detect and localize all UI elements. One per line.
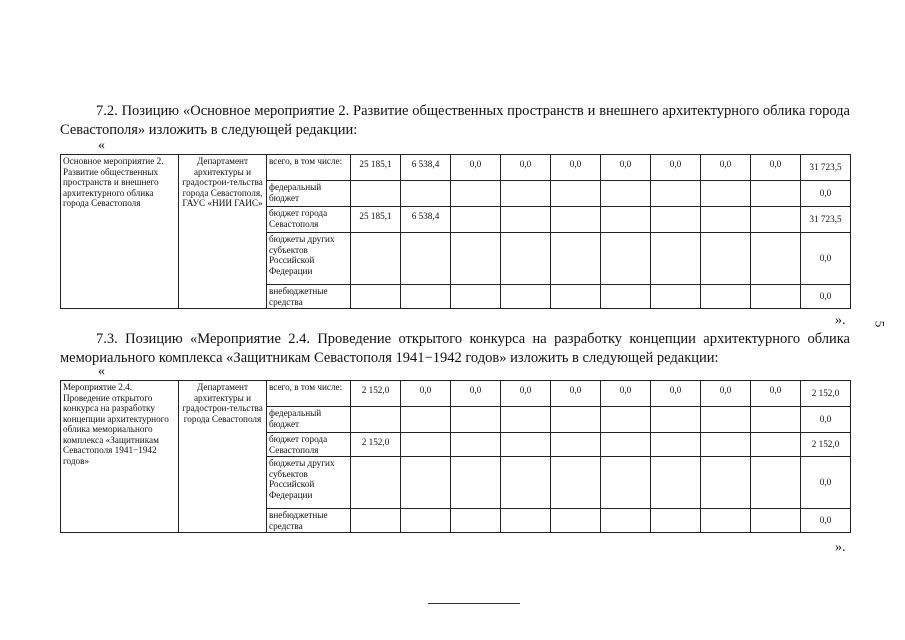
total-cell: 0,0 (801, 233, 851, 285)
amount-cell (701, 509, 751, 533)
amount-cell (551, 457, 601, 509)
funding-table-7-2 (60, 154, 851, 309)
amount-cell (401, 407, 451, 433)
funding-source-cell: бюджеты других субъектов Российской Федерации (267, 233, 351, 285)
amount-cell (601, 181, 651, 207)
total-cell: 0,0 (801, 181, 851, 207)
amount-cell: 0,0 (651, 381, 701, 407)
total-cell: 31 723,5 (801, 207, 851, 233)
amount-cell (651, 433, 701, 457)
amount-cell (651, 233, 701, 285)
amount-cell (601, 285, 651, 309)
amount-cell (551, 433, 601, 457)
amount-cell: 0,0 (501, 155, 551, 181)
amount-cell (501, 285, 551, 309)
executor-cell: Департамент архитектуры и градострои-тельства города Севастополя, ГАУС «НИИ ГАИС» (179, 155, 267, 309)
amount-cell (701, 407, 751, 433)
amount-cell (651, 285, 701, 309)
amount-cell (451, 407, 501, 433)
amount-cell: 25 185,1 (351, 207, 401, 233)
executor-cell: Департамент архитектуры и градострои-тельства города Севастополя (179, 381, 267, 533)
total-cell: 0,0 (801, 285, 851, 309)
funding-source-cell: федеральный бюджет (267, 181, 351, 207)
amount-cell (701, 457, 751, 509)
amount-cell: 0,0 (451, 381, 501, 407)
amount-cell (551, 407, 601, 433)
total-cell: 31 723,5 (801, 155, 851, 181)
amount-cell (601, 433, 651, 457)
section-7-3-intro-text: 7.3. Позицию «Мероприятие 2.4. Проведение открытого конкурса на разработку концепции архитектурного облика мемориального комплекса «Защитникам Севастополя 1941−1942 годов» изложить в следующей редакции: (60, 331, 850, 366)
amount-cell (351, 457, 401, 509)
funding-source-cell: внебюджетные средства (267, 285, 351, 309)
amount-cell (651, 207, 701, 233)
total-cell: 0,0 (801, 407, 851, 433)
amount-cell: 2 152,0 (351, 381, 401, 407)
amount-cell (451, 181, 501, 207)
amount-cell (601, 233, 651, 285)
amount-cell: 0,0 (701, 155, 751, 181)
funding-source-cell: всего, в том числе: (267, 381, 351, 407)
amount-cell (501, 433, 551, 457)
amount-cell (701, 285, 751, 309)
amount-cell: 6 538,4 (401, 155, 451, 181)
amount-cell (401, 285, 451, 309)
funding-source-cell: федеральный бюджет (267, 407, 351, 433)
total-cell: 2 152,0 (801, 433, 851, 457)
amount-cell (651, 457, 701, 509)
amount-cell (501, 181, 551, 207)
page-number: 5 (872, 320, 888, 328)
amount-cell (451, 433, 501, 457)
funding-source-cell: бюджет города Севастополя (267, 433, 351, 457)
close-quote-7-3: ». (835, 540, 846, 555)
table-row (61, 381, 851, 407)
amount-cell (451, 233, 501, 285)
amount-cell (751, 181, 801, 207)
amount-cell: 6 538,4 (401, 207, 451, 233)
funding-source-cell: бюджет города Севастополя (267, 207, 351, 233)
amount-cell (751, 457, 801, 509)
amount-cell (351, 233, 401, 285)
amount-cell (551, 233, 601, 285)
amount-cell: 0,0 (701, 381, 751, 407)
amount-cell (401, 233, 451, 285)
amount-cell (701, 233, 751, 285)
amount-cell (451, 285, 501, 309)
amount-cell (751, 233, 801, 285)
amount-cell (451, 457, 501, 509)
amount-cell (351, 285, 401, 309)
amount-cell (601, 509, 651, 533)
amount-cell (601, 457, 651, 509)
amount-cell (401, 509, 451, 533)
amount-cell: 0,0 (651, 155, 701, 181)
total-cell: 0,0 (801, 457, 851, 509)
amount-cell (751, 407, 801, 433)
amount-cell (601, 207, 651, 233)
amount-cell (501, 457, 551, 509)
amount-cell (701, 181, 751, 207)
total-cell: 0,0 (801, 509, 851, 533)
section-7-2-intro (60, 102, 850, 140)
amount-cell (551, 509, 601, 533)
amount-cell: 0,0 (401, 381, 451, 407)
amount-cell (451, 509, 501, 533)
amount-cell: 0,0 (451, 155, 501, 181)
event-name-cell: Основное мероприятие 2. Развитие общественных пространств и внешнего архитектурного облика города Севастополя (61, 155, 179, 309)
amount-cell (351, 509, 401, 533)
open-quote-7-2: « (98, 138, 105, 153)
amount-cell (751, 509, 801, 533)
footer-divider (428, 603, 520, 604)
section-7-2-intro-text: 7.2. Позицию «Основное мероприятие 2. Развитие общественных пространств и внешнего архитектурного облика города Севастополя» изложить в следующей редакции: (60, 103, 850, 138)
amount-cell (751, 433, 801, 457)
amount-cell: 0,0 (501, 381, 551, 407)
funding-source-cell: всего, в том числе: (267, 155, 351, 181)
amount-cell (651, 509, 701, 533)
amount-cell (401, 457, 451, 509)
close-quote-7-2: ». (835, 313, 846, 328)
amount-cell (401, 181, 451, 207)
amount-cell: 25 185,1 (351, 155, 401, 181)
amount-cell (551, 285, 601, 309)
amount-cell (601, 407, 651, 433)
amount-cell (501, 207, 551, 233)
amount-cell (401, 433, 451, 457)
amount-cell (501, 233, 551, 285)
amount-cell (701, 207, 751, 233)
event-name-cell: Мероприятие 2.4. Проведение открытого конкурса на разработку концепции архитектурного облика мемориального комплекса «Защитникам Севастополя 1941−1942 годов» (61, 381, 179, 533)
amount-cell (351, 181, 401, 207)
section-7-3-intro (60, 330, 850, 368)
amount-cell (651, 407, 701, 433)
amount-cell: 0,0 (601, 381, 651, 407)
amount-cell (551, 207, 601, 233)
amount-cell: 0,0 (601, 155, 651, 181)
amount-cell: 0,0 (551, 381, 601, 407)
amount-cell: 0,0 (551, 155, 601, 181)
amount-cell (551, 181, 601, 207)
amount-cell: 2 152,0 (351, 433, 401, 457)
open-quote-7-3: « (98, 364, 105, 379)
amount-cell (351, 407, 401, 433)
funding-source-cell: бюджеты других субъектов Российской Федерации (267, 457, 351, 509)
amount-cell (451, 207, 501, 233)
funding-source-cell: внебюджетные средства (267, 509, 351, 533)
amount-cell (501, 407, 551, 433)
amount-cell (701, 433, 751, 457)
total-cell: 2 152,0 (801, 381, 851, 407)
amount-cell (751, 207, 801, 233)
funding-table-7-3 (60, 380, 851, 533)
amount-cell (501, 509, 551, 533)
table-row (61, 155, 851, 181)
amount-cell (751, 285, 801, 309)
amount-cell: 0,0 (751, 381, 801, 407)
amount-cell (651, 181, 701, 207)
amount-cell: 0,0 (751, 155, 801, 181)
